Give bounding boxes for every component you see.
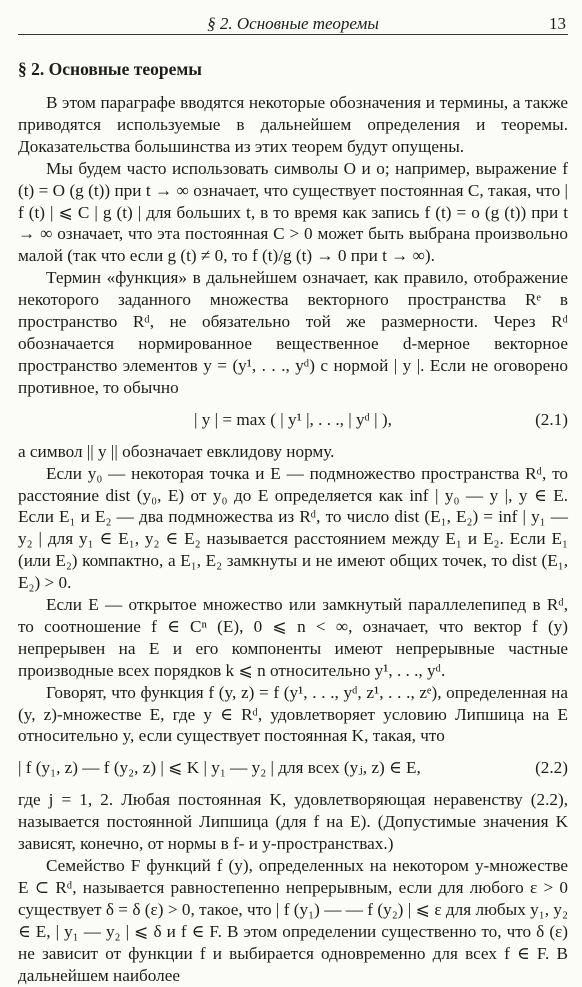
formula-2-2-number: (2.2) [535, 758, 568, 778]
formula-2-1-expression: | y | = max ( | y¹ |, . . ., | yᵈ | ), [194, 409, 392, 429]
page-number: 13 [549, 14, 566, 33]
paragraph-lipschitz: Говорят, что функция f (y, z) = f (y¹, . . ., yᵈ, z¹, . . ., zᵉ), определенная на (y, z)-множестве E, где y ∈ Rᵈ, удовлетворяет условию Липшица на E относительно y, если существует постоянная K, такая, что [18, 682, 568, 746]
paragraph-big-o: Мы будем часто использовать символы O и o; например, выражение f (t) = O (g (t)) при t → ∞ означает, что существует постоянная C, такая, что | f (t) | ⩽ C | g (t) | для больших t, в то время как запись f (t) = o (g (t)) при t → ∞ означает, что эта постоянная C > 0 может быть выбрана произвольно малой (так что если g (t) ≠ 0, то f (t)/g (t) → 0 при t → ∞). [18, 158, 568, 266]
formula-2-1 [18, 409, 568, 431]
formula-2-2-expression: | f (y₁, z) — f (y₂, z) | ⩽ K | y₁ — y₂ | для всех (yⱼ, z) ∈ E, [18, 758, 421, 778]
paragraph-smoothness: Если E — открытое множество или замкнутый параллелепипед в Rᵈ, то соотношение f ∈ Cⁿ (E), 0 ⩽ n < ∞, означает, что вектор f (y) непрерывен на E и его компоненты имеют непрерывные частные производные всех порядков k ⩽ n относительно y¹, . . ., yᵈ. [18, 595, 568, 680]
section-heading: § 2. Основные теоремы [18, 59, 202, 79]
running-title: § 2. Основные теоремы [207, 14, 379, 33]
formula-2-2 [18, 757, 568, 779]
paragraph-function-term: Термин «функция» в дальнейшем означает, как правило, отображение некоторого заданного множества векторного пространства Rᵉ в пространство Rᵈ, не обязательно той же размерности. Через Rᵈ обозначается нормированное вещественное d-мерное векторное пространство элементов y = (y¹, . . ., yᵈ) с нормой | y |. Если не оговорено противное, то обычно [18, 268, 568, 397]
page-body [18, 58, 568, 987]
paragraph-euclid-norm: а символ || y || обозначает евклидову норму. [18, 441, 335, 461]
paragraph-intro: В этом параграфе вводятся некоторые обозначения и термины, а также приводятся используемые в дальнейшем определения и теоремы. Доказательства большинства из этих теорем будут опущены. [18, 93, 568, 156]
paragraph-distance: Если y₀ — некоторая точка и E — подмножество пространства Rᵈ, то расстояние dist (y₀, E) от y₀ до E определяется как inf | y₀ — y |, y ∈ E. Если E₁ и E₂ — два подмножества из Rᵈ, то число dist (E₁, E₂) = inf | y₁ — y₂ | для y₁ ∈ E₁, y₂ ∈ E₂ называется расстоянием между E₁ и E₂. Если E₁ (или E₂) компактно, а E₁, E₂ замкнуты и не имеют общих точек, то dist (E₁, E₂) > 0. [18, 463, 568, 593]
paragraph-lipschitz-constant: где j = 1, 2. Любая постоянная K, удовлетворяющая неравенству (2.2), называется постоянной Липшица (для f на E). (Допустимые значения K зависят, конечно, от нормы в f- и y-пространствах.) [18, 790, 568, 854]
formula-2-1-number: (2.1) [535, 409, 568, 429]
running-header [18, 10, 568, 35]
paragraph-equicontinuity: Семейство F функций f (y), определенных на некотором y-множестве E ⊂ Rᵈ, называется равностепенно непрерывным, если для любого ε > 0 существует δ = δ (ε) > 0, такое, что | f (y₁) — — f (y₂) | ⩽ ε для любых y₁, y₂ ∈ E, | y₁ — y₂ | ⩽ δ и f ∈ F. В этом определении существенно то, что δ (ε) не зависит от функции f и выбирается одновременно для всех f ∈ F. В дальнейшем наиболее [18, 856, 568, 985]
